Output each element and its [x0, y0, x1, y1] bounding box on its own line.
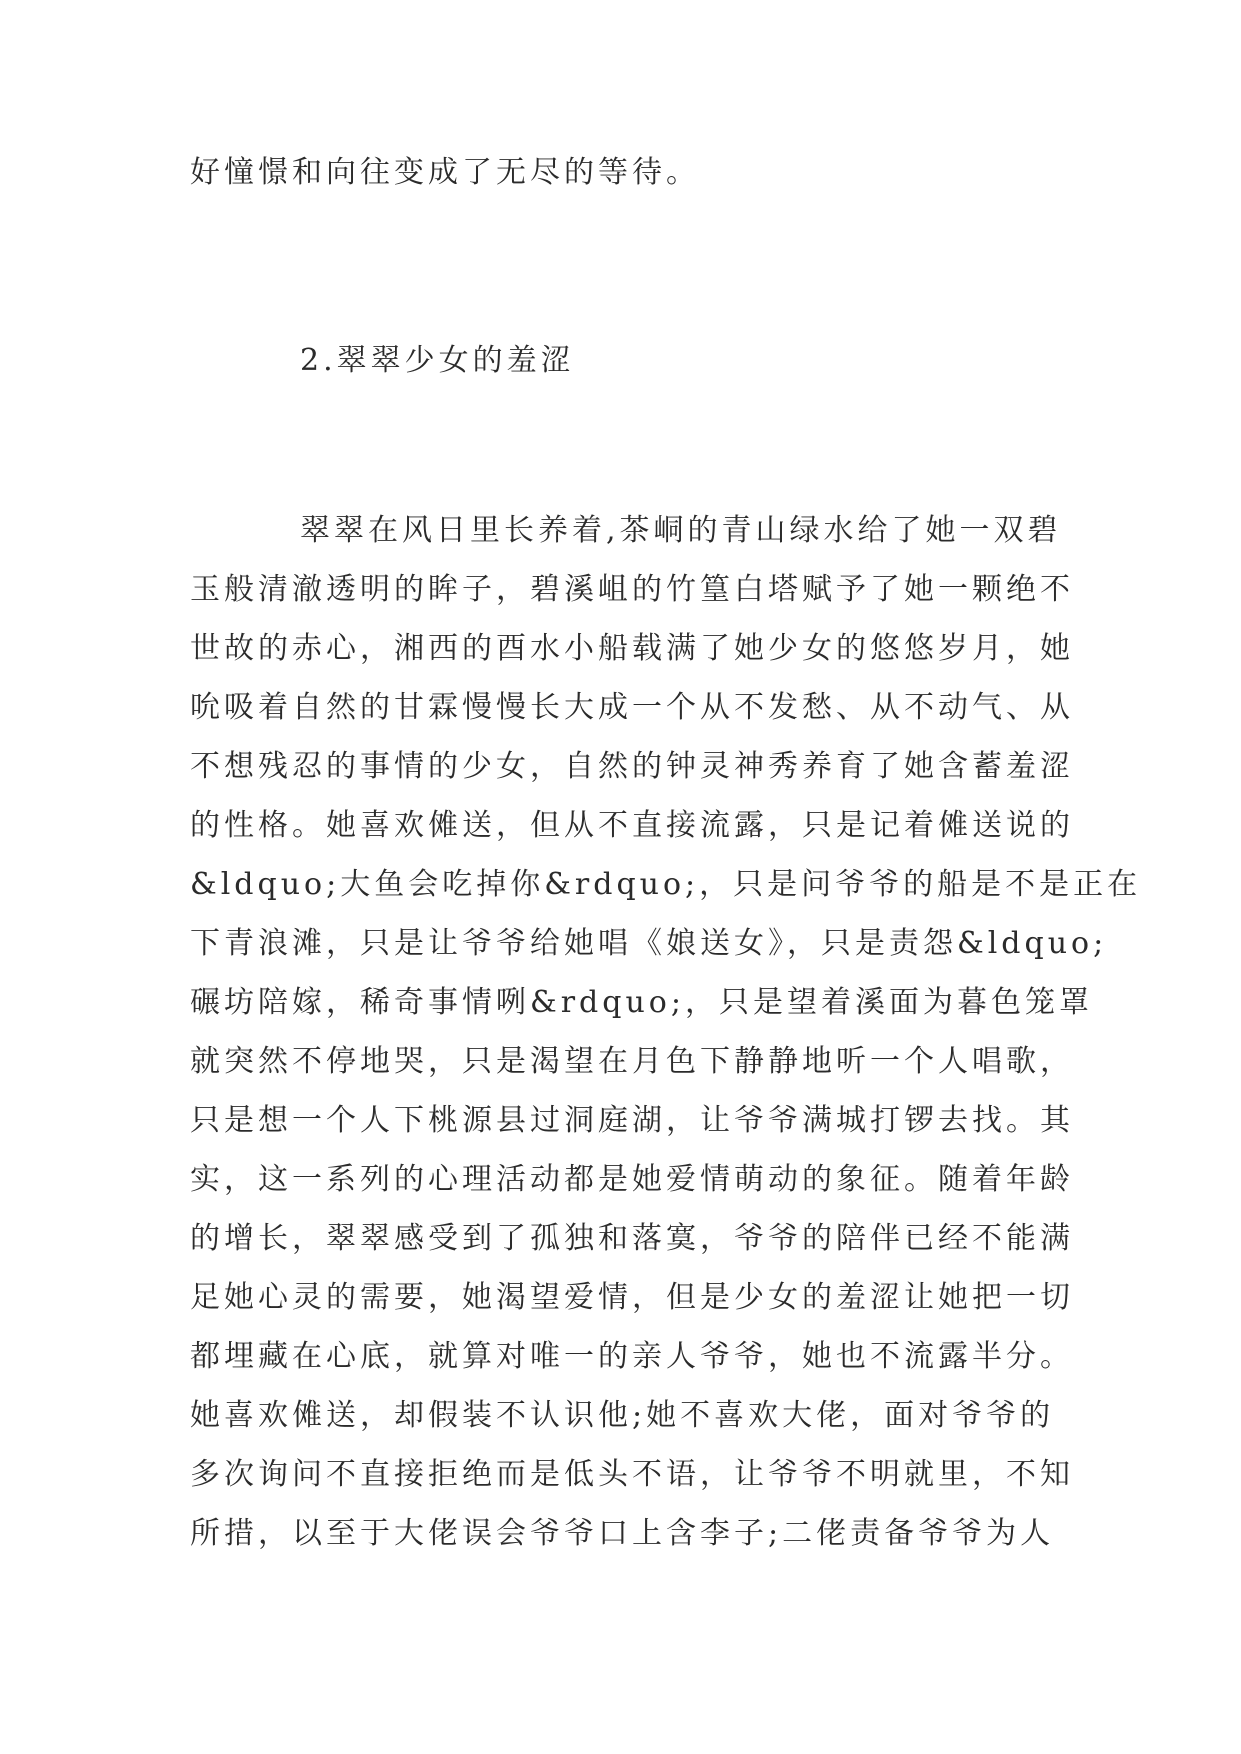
continuation-line: 好憧憬和向往变成了无尽的等待。	[190, 155, 700, 190]
paragraph-line-6: 的性格。她喜欢傩送，但从不直接流露，只是记着傩送说的	[190, 808, 1074, 843]
paragraph-line-17: 多次询问不直接拒绝而是低头不语，让爷爷不明就里，不知	[190, 1457, 1074, 1492]
paragraph-line-10: 就突然不停地哭，只是渴望在月色下静静地听一个人唱歌，	[190, 1044, 1074, 1079]
paragraph-line-14: 足她心灵的需要，她渴望爱情，但是少女的羞涩让她把一切	[190, 1280, 1074, 1315]
paragraph-line-16: 她喜欢傩送，却假装不认识他;她不喜欢大佬，面对爷爷的	[190, 1398, 1055, 1433]
paragraph-line-1: 翠翠在风日里长养着,茶峒的青山绿水给了她一双碧	[300, 513, 1062, 548]
paragraph-line-8: 下青浪滩，只是让爷爷给她唱《娘送女》，只是责怨&ldquo;	[190, 926, 1108, 961]
paragraph-line-13: 的增长，翠翠感受到了孤独和落寞，爷爷的陪伴已经不能满	[190, 1221, 1074, 1256]
paragraph-line-9: 碾坊陪嫁，稀奇事情咧&rdquo;，只是望着溪面为暮色笼罩	[190, 985, 1093, 1020]
paragraph-line-2: 玉般清澈透明的眸子，碧溪岨的竹篁白塔赋予了她一颗绝不	[190, 572, 1074, 607]
paragraph-line-3: 世故的赤心，湘西的酉水小船载满了她少女的悠悠岁月，她	[190, 631, 1074, 666]
section-heading: 2.翠翠少女的羞涩	[300, 343, 575, 378]
paragraph-line-7: &ldquo;大鱼会吃掉你&rdquo;，只是问爷爷的船是不是正在	[190, 867, 1142, 902]
paragraph-line-12: 实，这一系列的心理活动都是她爱情萌动的象征。随着年龄	[190, 1162, 1074, 1197]
paragraph-line-15: 都埋藏在心底，就算对唯一的亲人爷爷，她也不流露半分。	[190, 1339, 1074, 1374]
paragraph-line-5: 不想残忍的事情的少女，自然的钟灵神秀养育了她含蓄羞涩	[190, 749, 1074, 784]
paragraph-line-11: 只是想一个人下桃源县过洞庭湖，让爷爷满城打锣去找。其	[190, 1103, 1074, 1138]
paragraph-line-4: 吮吸着自然的甘霖慢慢长大成一个从不发愁、从不动气、从	[190, 690, 1074, 725]
paragraph-line-18: 所措，以至于大佬误会爷爷口上含李子;二佬责备爷爷为人	[190, 1516, 1055, 1551]
